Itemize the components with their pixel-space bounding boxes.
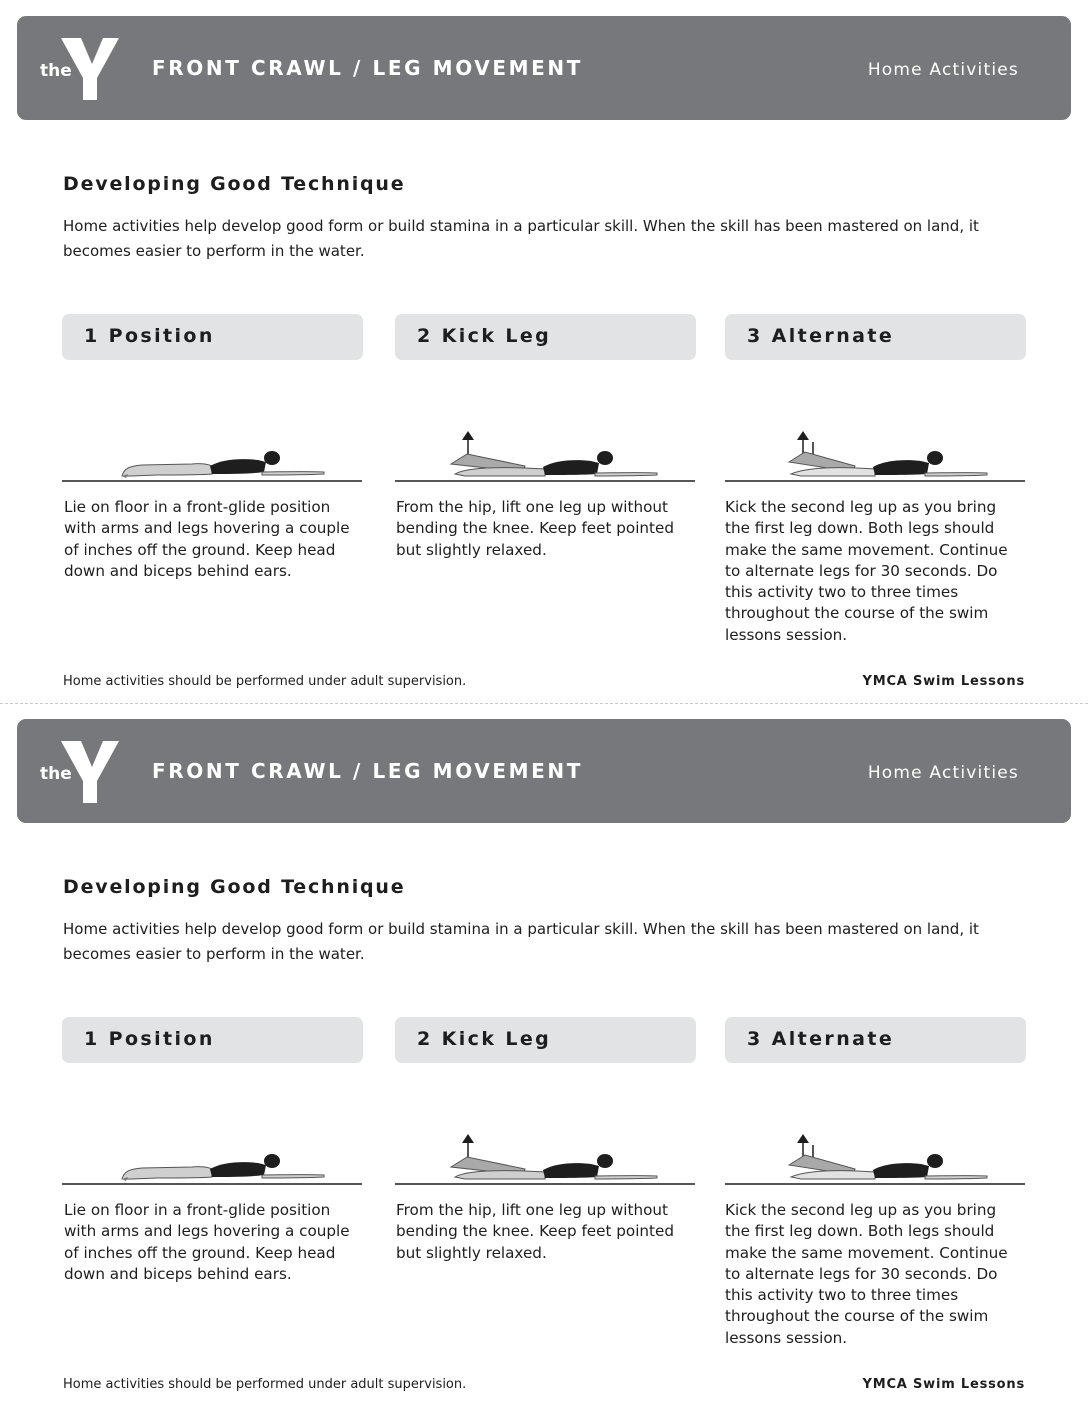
ymca-logo-icon <box>37 737 127 807</box>
step-tab-kick-leg <box>395 1017 696 1063</box>
step-description-position: Lie on floor in a front-glide position with arms and legs hovering a couple of inches off the ground. Keep head down and biceps behind ears. <box>64 498 350 580</box>
step-tab-alternate <box>725 314 1026 360</box>
ymca-logo-icon <box>37 34 127 104</box>
step-label: 1 Position <box>84 1028 215 1050</box>
svg-text:YMCA: YMCA <box>96 783 112 802</box>
section-heading: Developing Good Technique <box>63 173 406 195</box>
step-label: 3 Alternate <box>747 1028 895 1050</box>
step-tab-kick-leg <box>395 314 696 360</box>
ymca-y-mark-icon <box>59 34 125 104</box>
header-banner <box>17 16 1071 120</box>
step-description-alternate: Kick the second leg up as you bring the first leg down. Both legs should make the same movement. Continue to alternate legs for 30 seconds. Do this activity two to three times throughout the course of the swim lessons session. <box>725 1201 1008 1347</box>
swimmer-kick-illustration <box>395 428 695 488</box>
step-description-alternate: Kick the second leg up as you bring the first leg down. Both legs should make the same movement. Continue to alternate legs for 30 seconds. Do this activity two to three times throughout the course of the swim lessons session. <box>725 498 1008 644</box>
intro-paragraph: Home activities help develop good form or build stamina in a particular skill. When the skill has been mastered on land, it becomes easier to perform in the water. <box>63 920 979 963</box>
intro-paragraph: Home activities help develop good form or build stamina in a particular skill. When the skill has been mastered on land, it becomes easier to perform in the water. <box>63 217 979 260</box>
step-description-position: Lie on floor in a front-glide position with arms and legs hovering a couple of inches off the ground. Keep head down and biceps behind ears. <box>64 1201 350 1283</box>
footer-brand: YMCA Swim Lessons <box>862 1377 1025 1392</box>
header-subtitle: Home Activities <box>867 763 1019 783</box>
footer-note: Home activities should be performed under adult supervision. <box>63 674 467 689</box>
step-label: 2 Kick Leg <box>417 325 552 347</box>
page-title: FRONT CRAWL / LEG MOVEMENT <box>152 759 583 783</box>
header-subtitle: Home Activities <box>867 60 1019 80</box>
swimmer-position-illustration <box>62 428 362 488</box>
footer-note: Home activities should be performed under adult supervision. <box>63 1377 467 1392</box>
footer-brand: YMCA Swim Lessons <box>862 674 1025 689</box>
swimmer-kick-illustration <box>395 1131 695 1191</box>
ymca-y-mark-icon <box>59 737 125 807</box>
header-banner <box>17 719 1071 823</box>
step-label: 3 Alternate <box>747 325 895 347</box>
logo-the-text: the <box>40 61 72 81</box>
step-description-kick-leg: From the hip, lift one leg up without bending the knee. Keep feet pointed but slightly relaxed. <box>396 498 674 559</box>
step-label: 1 Position <box>84 325 215 347</box>
step-tab-position <box>62 1017 363 1063</box>
activity-card-top <box>0 0 1088 700</box>
swimmer-alternate-illustration <box>725 428 1025 488</box>
page-title: FRONT CRAWL / LEG MOVEMENT <box>152 56 583 80</box>
step-tab-alternate <box>725 1017 1026 1063</box>
section-heading: Developing Good Technique <box>63 876 406 898</box>
logo-the-text: the <box>40 764 72 784</box>
swimmer-alternate-illustration <box>725 1131 1025 1191</box>
activity-card-bottom <box>0 703 1088 1403</box>
svg-text:YMCA: YMCA <box>96 80 112 99</box>
swimmer-position-illustration <box>62 1131 362 1191</box>
step-description-kick-leg: From the hip, lift one leg up without bending the knee. Keep feet pointed but slightly relaxed. <box>396 1201 674 1262</box>
step-label: 2 Kick Leg <box>417 1028 552 1050</box>
step-tab-position <box>62 314 363 360</box>
